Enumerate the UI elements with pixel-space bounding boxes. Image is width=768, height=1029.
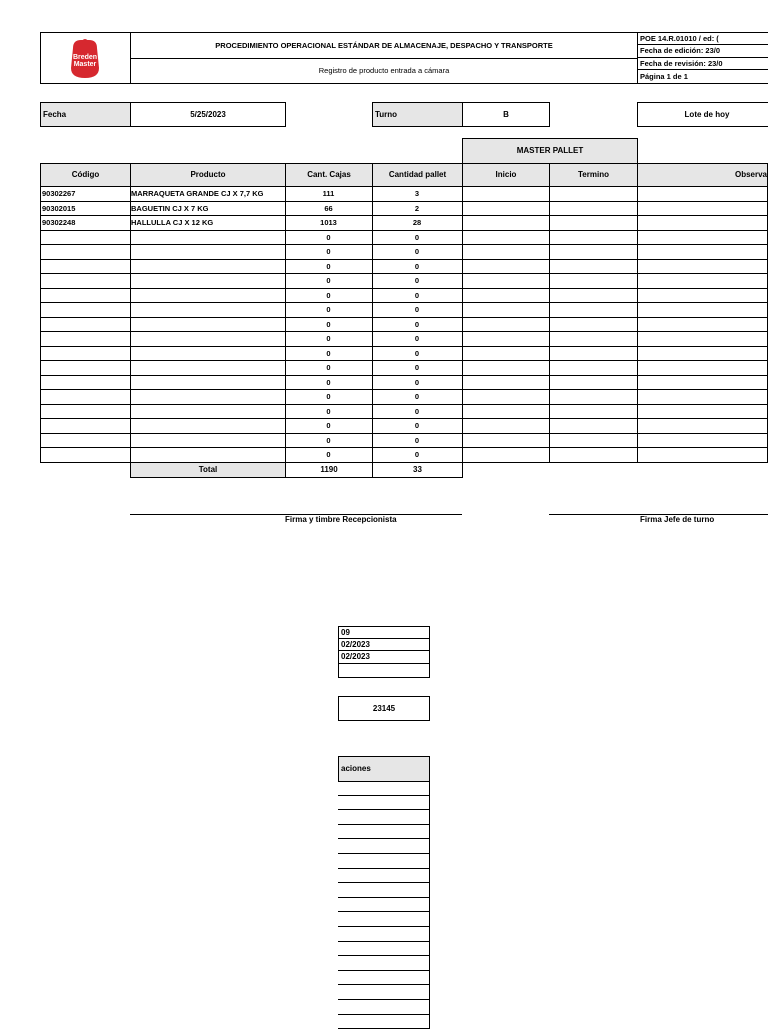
table-row xyxy=(40,390,768,405)
cell-inicio xyxy=(462,376,550,391)
cell-producto xyxy=(130,231,286,246)
cell-codigo xyxy=(40,289,131,304)
table-row xyxy=(40,361,768,376)
cell-termino xyxy=(549,260,638,275)
table-row xyxy=(40,419,768,434)
overflow-row xyxy=(338,810,430,825)
cell-termino xyxy=(549,347,638,362)
cell-producto xyxy=(130,390,286,405)
revision-date: Fecha de revisión: 23/0 xyxy=(637,57,768,70)
cell-inicio xyxy=(462,390,550,405)
cell-termino xyxy=(549,318,638,333)
cell-observaciones xyxy=(637,419,768,434)
cell-observaciones xyxy=(637,405,768,420)
cell-producto xyxy=(130,289,286,304)
logo-text xyxy=(65,54,105,68)
cell-cant-cajas: 0 xyxy=(285,419,373,434)
cell-inicio xyxy=(462,434,550,449)
total-cajas: 1190 xyxy=(285,462,373,478)
col-header-observaciones-label: Observa xyxy=(734,170,767,179)
cell-cantidad-pallet: 2 xyxy=(372,202,463,217)
cell-producto xyxy=(130,361,286,376)
cell-termino xyxy=(549,245,638,260)
cell-inicio xyxy=(462,289,550,304)
table-row xyxy=(40,303,768,318)
cell-cant-cajas: 0 xyxy=(285,274,373,289)
fecha-value: 5/25/2023 xyxy=(130,102,286,127)
cell-termino xyxy=(549,289,638,304)
logo-cell xyxy=(40,32,131,84)
cell-producto xyxy=(130,347,286,362)
cell-inicio xyxy=(462,332,550,347)
table-row xyxy=(40,231,768,246)
cell-observaciones xyxy=(637,332,768,347)
cell-observaciones xyxy=(637,303,768,318)
cell-cant-cajas: 0 xyxy=(285,231,373,246)
cell-codigo xyxy=(40,303,131,318)
table-row xyxy=(40,405,768,420)
cell-codigo xyxy=(40,434,131,449)
overflow-row xyxy=(338,1015,430,1029)
table-row xyxy=(40,274,768,289)
cell-inicio xyxy=(462,419,550,434)
cell-termino xyxy=(549,405,638,420)
cell-cant-cajas: 0 xyxy=(285,347,373,362)
cell-observaciones xyxy=(637,361,768,376)
cell-cantidad-pallet: 0 xyxy=(372,260,463,275)
cell-cantidad-pallet: 0 xyxy=(372,332,463,347)
cell-cant-cajas: 111 xyxy=(285,187,373,202)
cell-codigo xyxy=(40,231,131,246)
table-row xyxy=(40,202,768,217)
cell-codigo xyxy=(40,419,131,434)
cell-inicio xyxy=(462,260,550,275)
table-row xyxy=(40,289,768,304)
cell-termino xyxy=(549,390,638,405)
cell-observaciones xyxy=(637,434,768,449)
cell-observaciones xyxy=(637,289,768,304)
cell-producto: HALLULLA CJ X 12 KG xyxy=(130,216,286,231)
table-row xyxy=(40,347,768,362)
col-header-observaciones xyxy=(637,163,768,187)
cell-cantidad-pallet: 0 xyxy=(372,361,463,376)
table-row xyxy=(40,434,768,449)
overflow-row xyxy=(338,942,430,957)
document-subtitle: Registro de producto entrada a cámara xyxy=(130,58,638,84)
cell-producto xyxy=(130,303,286,318)
cell-termino xyxy=(549,332,638,347)
table-row xyxy=(40,187,768,202)
turno-value: B xyxy=(462,102,550,127)
cell-producto xyxy=(130,274,286,289)
cell-termino xyxy=(549,376,638,391)
edition-date: Fecha de edición: 23/0 xyxy=(637,44,768,58)
overflow-row xyxy=(338,869,430,884)
cell-codigo xyxy=(40,347,131,362)
col-header-cant-cajas: Cant. Cajas xyxy=(285,163,373,187)
cell-cant-cajas: 0 xyxy=(285,260,373,275)
signature-recepcionista-label: Firma y timbre Recepcionista xyxy=(285,515,397,524)
cell-cant-cajas: 66 xyxy=(285,202,373,217)
table-row xyxy=(40,245,768,260)
cell-cantidad-pallet: 0 xyxy=(372,448,463,463)
cell-producto xyxy=(130,332,286,347)
cell-inicio xyxy=(462,318,550,333)
doc-code: POE 14.R.01010 / ed: ( xyxy=(637,32,768,45)
cell-producto xyxy=(130,245,286,260)
overflow-code: 09 xyxy=(338,626,430,639)
cell-cant-cajas: 0 xyxy=(285,405,373,420)
cell-termino xyxy=(549,303,638,318)
cell-observaciones xyxy=(637,448,768,463)
overflow-row xyxy=(338,781,430,796)
cell-inicio xyxy=(462,202,550,217)
overflow-row xyxy=(338,971,430,986)
cell-producto xyxy=(130,419,286,434)
cell-inicio xyxy=(462,187,550,202)
cell-codigo xyxy=(40,245,131,260)
cell-observaciones xyxy=(637,376,768,391)
cell-cantidad-pallet: 28 xyxy=(372,216,463,231)
overflow-row xyxy=(338,898,430,913)
cell-codigo: 90302267 xyxy=(40,187,131,202)
cell-cant-cajas: 0 xyxy=(285,332,373,347)
overflow-row xyxy=(338,927,430,942)
cell-cantidad-pallet: 0 xyxy=(372,419,463,434)
table-row xyxy=(40,332,768,347)
cell-observaciones xyxy=(637,260,768,275)
cell-cant-cajas: 0 xyxy=(285,361,373,376)
lote-label: Lote de hoy xyxy=(637,102,768,127)
cell-producto: MARRAQUETA GRANDE CJ X 7,7 KG xyxy=(130,187,286,202)
cell-cantidad-pallet: 0 xyxy=(372,303,463,318)
cell-cant-cajas: 0 xyxy=(285,318,373,333)
cell-termino xyxy=(549,231,638,246)
overflow-page-cell xyxy=(338,663,430,678)
overflow-row xyxy=(338,883,430,898)
cell-codigo xyxy=(40,318,131,333)
overflow-row xyxy=(338,985,430,1000)
overflow-row xyxy=(338,956,430,971)
cell-cant-cajas: 0 xyxy=(285,289,373,304)
cell-termino xyxy=(549,202,638,217)
cell-cantidad-pallet: 0 xyxy=(372,390,463,405)
cell-inicio xyxy=(462,274,550,289)
overflow-row xyxy=(338,796,430,811)
cell-codigo xyxy=(40,332,131,347)
cell-cantidad-pallet: 0 xyxy=(372,376,463,391)
cell-inicio xyxy=(462,361,550,376)
overflow-revision: 02/2023 xyxy=(338,650,430,664)
cell-inicio xyxy=(462,216,550,231)
cell-producto xyxy=(130,405,286,420)
cell-codigo xyxy=(40,376,131,391)
cell-cant-cajas: 0 xyxy=(285,434,373,449)
cell-cant-cajas: 0 xyxy=(285,390,373,405)
overflow-edition: 02/2023 xyxy=(338,638,430,651)
cell-producto xyxy=(130,434,286,449)
cell-producto: BAGUETIN CJ X 7 KG xyxy=(130,202,286,217)
cell-cant-cajas: 1013 xyxy=(285,216,373,231)
cell-observaciones xyxy=(637,245,768,260)
cell-termino xyxy=(549,434,638,449)
col-header-inicio: Inicio xyxy=(462,163,550,187)
cell-termino xyxy=(549,274,638,289)
cell-cant-cajas: 0 xyxy=(285,448,373,463)
cell-observaciones xyxy=(637,231,768,246)
cell-termino xyxy=(549,187,638,202)
overflow-row xyxy=(338,854,430,869)
cell-cantidad-pallet: 0 xyxy=(372,274,463,289)
table-row xyxy=(40,376,768,391)
table-row xyxy=(40,448,768,463)
cell-cantidad-pallet: 0 xyxy=(372,231,463,246)
cell-observaciones xyxy=(637,274,768,289)
master-pallet-header: MASTER PALLET xyxy=(462,138,638,164)
total-label: Total xyxy=(130,462,286,478)
signature-jefe-label: Firma Jefe de turno xyxy=(640,515,715,524)
cell-observaciones xyxy=(637,187,768,202)
cell-termino xyxy=(549,419,638,434)
cell-producto xyxy=(130,448,286,463)
cell-observaciones xyxy=(637,390,768,405)
col-header-termino: Termino xyxy=(549,163,638,187)
cell-inicio xyxy=(462,347,550,362)
cell-observaciones xyxy=(637,202,768,217)
cell-codigo xyxy=(40,390,131,405)
document-title: PROCEDIMIENTO OPERACIONAL ESTÁNDAR DE ALMACENAJE, DESPACHO Y TRANSPORTE xyxy=(130,32,638,59)
overflow-row xyxy=(338,825,430,840)
cell-inicio xyxy=(462,303,550,318)
overflow-obs-header: aciones xyxy=(338,756,430,782)
cell-inicio xyxy=(462,245,550,260)
cell-producto xyxy=(130,318,286,333)
cell-inicio xyxy=(462,448,550,463)
col-header-cantidad-pallet: Cantidad pallet xyxy=(372,163,463,187)
cell-cant-cajas: 0 xyxy=(285,376,373,391)
page-number: Página 1 de 1 xyxy=(637,69,768,84)
logo-text-line1: Breden xyxy=(72,54,98,61)
cell-cantidad-pallet: 0 xyxy=(372,289,463,304)
cell-cantidad-pallet: 0 xyxy=(372,245,463,260)
cell-codigo xyxy=(40,405,131,420)
col-header-codigo: Código xyxy=(40,163,131,187)
cell-termino xyxy=(549,448,638,463)
fecha-label: Fecha xyxy=(40,102,131,127)
overflow-row xyxy=(338,839,430,854)
cell-codigo: 90302248 xyxy=(40,216,131,231)
cell-codigo xyxy=(40,274,131,289)
overflow-row xyxy=(338,1000,430,1015)
cell-codigo xyxy=(40,361,131,376)
cell-codigo xyxy=(40,260,131,275)
cell-cantidad-pallet: 0 xyxy=(372,318,463,333)
overflow-row xyxy=(338,912,430,927)
cell-cantidad-pallet: 0 xyxy=(372,434,463,449)
logo-text-line2: Master xyxy=(73,61,97,68)
cell-observaciones xyxy=(637,216,768,231)
table-row xyxy=(40,216,768,231)
cell-termino xyxy=(549,216,638,231)
cell-producto xyxy=(130,260,286,275)
cell-codigo: 90302015 xyxy=(40,202,131,217)
cell-cantidad-pallet: 3 xyxy=(372,187,463,202)
cell-inicio xyxy=(462,231,550,246)
cell-cantidad-pallet: 0 xyxy=(372,347,463,362)
overflow-lote-value: 23145 xyxy=(338,696,430,721)
table-row xyxy=(40,260,768,275)
logo xyxy=(65,38,105,80)
total-pallet: 33 xyxy=(372,462,463,478)
cell-cant-cajas: 0 xyxy=(285,303,373,318)
cell-termino xyxy=(549,361,638,376)
cell-observaciones xyxy=(637,318,768,333)
cell-cantidad-pallet: 0 xyxy=(372,405,463,420)
table-row xyxy=(40,318,768,333)
cell-inicio xyxy=(462,405,550,420)
cell-codigo xyxy=(40,448,131,463)
cell-observaciones xyxy=(637,347,768,362)
col-header-producto: Producto xyxy=(130,163,286,187)
turno-label: Turno xyxy=(372,102,463,127)
cell-cant-cajas: 0 xyxy=(285,245,373,260)
cell-producto xyxy=(130,376,286,391)
